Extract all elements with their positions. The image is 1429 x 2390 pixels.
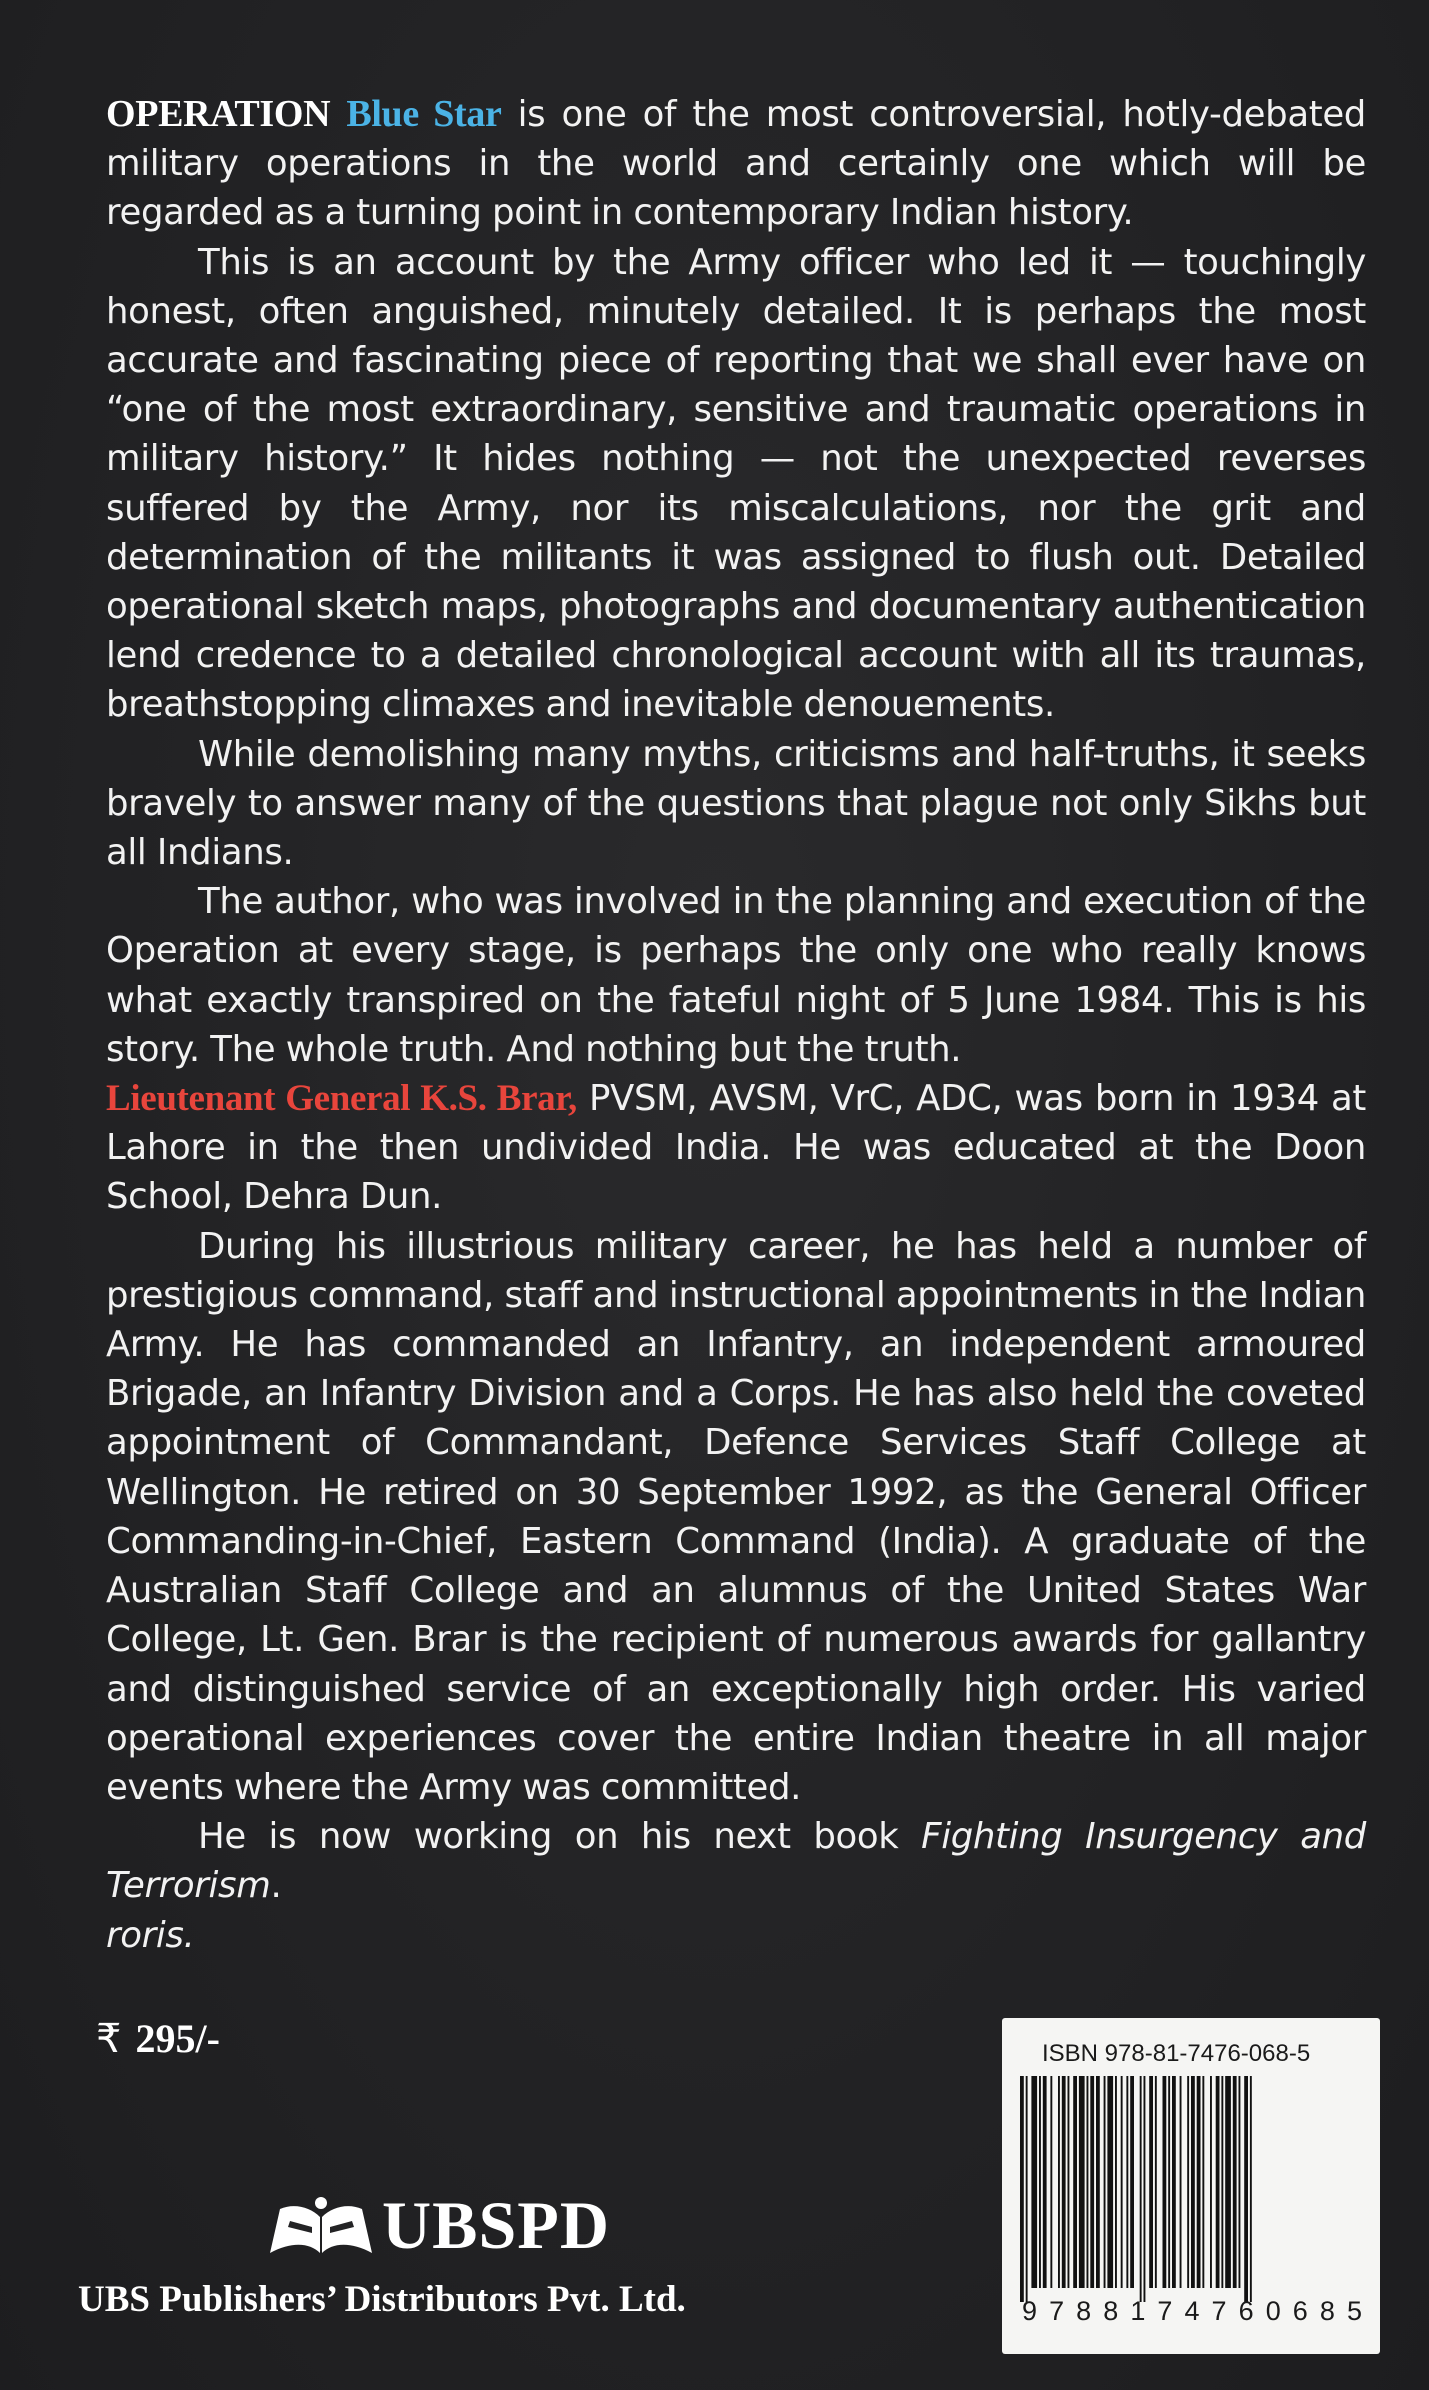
publisher-logo-text: UBSPD (382, 2187, 610, 2263)
barcode-bar (1107, 2076, 1113, 2288)
barcode-bar (1210, 2076, 1212, 2288)
barcode-bar (1149, 2076, 1153, 2288)
barcode-bar (1244, 2076, 1248, 2302)
blurb-text (106, 90, 1366, 1960)
barcode-bar (1233, 2076, 1237, 2288)
barcode-bar (1202, 2076, 1204, 2288)
barcode-bars (1014, 2076, 1368, 2306)
barcode-digit: 7 (1211, 2296, 1227, 2326)
barcode-bar (1121, 2076, 1123, 2288)
barcode-digit: 8 (1103, 2296, 1119, 2326)
barcode-bar (1068, 2076, 1070, 2288)
author-name: Lieutenant General K.S. Brar, (106, 1078, 577, 1120)
rupee-icon: ₹ (96, 2016, 122, 2062)
barcode-bar (1250, 2076, 1252, 2302)
barcode-bar (1144, 2076, 1146, 2302)
barcode-bar (1239, 2076, 1241, 2288)
barcode-digit: 0 (1265, 2296, 1281, 2326)
barcode-bar (1026, 2076, 1028, 2302)
author-next-book (106, 1812, 1366, 1910)
barcode-digit: 8 (1076, 2296, 1092, 2326)
stray-text: roris. (106, 1914, 195, 1956)
blurb-paragraph-1 (106, 90, 1366, 238)
barcode-digit: 6 (1292, 2296, 1308, 2326)
publisher-logo (266, 2186, 610, 2265)
blurb-paragraph-4: The author, who was involved in the planning and execution of the Operation at every stage, is perhaps the only one who really knows what exactly transpired on the fateful night of 5 June 1984. This is his story. The whole truth. And nothing but the truth. (106, 881, 1366, 1070)
open-book-icon (266, 2195, 376, 2257)
barcode-bar (1020, 2076, 1024, 2302)
barcode-bar (1168, 2076, 1170, 2288)
barcode-digit: 1 (1130, 2296, 1146, 2326)
barcode-bar (1031, 2076, 1037, 2288)
barcode-bar (1062, 2076, 1066, 2288)
author-intro (106, 1074, 1366, 1222)
next-book-title: Fighting Insurgency and Terrorism (106, 1816, 1366, 1907)
barcode-digit: 8 (1319, 2296, 1335, 2326)
barcode-bar (1073, 2076, 1077, 2288)
barcode-bar (1187, 2076, 1189, 2288)
barcode-bar (1130, 2076, 1134, 2288)
next-book-end: . (270, 1865, 282, 1907)
barcode-digit: 5 (1346, 2296, 1362, 2326)
barcode-bar (1104, 2076, 1106, 2288)
barcode-digit: 7 (1157, 2296, 1173, 2326)
barcode-bar (1225, 2076, 1231, 2288)
barcode-bar (1221, 2076, 1223, 2288)
barcode-digit: 6 (1238, 2296, 1254, 2326)
barcode-digits (1022, 2296, 1362, 2327)
barcode-bar (1126, 2076, 1128, 2288)
blurb-paragraph-1-rest: is one of the most controversial, hotly-debated military operations in the world and certainly one which will be regarded as a turning point in contemporary Indian history. (106, 94, 1366, 234)
barcode-bar (1039, 2076, 1041, 2288)
barcode-bar (1172, 2076, 1176, 2288)
barcode-bar (1058, 2076, 1060, 2288)
barcode-digit: 7 (1049, 2296, 1065, 2326)
publisher-name: UBS Publishers’ Distributors Pvt. Ltd. (78, 2279, 686, 2320)
blurb-paragraph-3: While demolishing many myths, criticisms and half-truths, it seeks bravely to answer many of the questions that plague not only Sikhs but all Indians. (106, 733, 1366, 874)
blue-star-highlight: Blue Star (346, 93, 502, 135)
isbn-barcode (1002, 2018, 1380, 2354)
barcode-bar (1155, 2076, 1157, 2288)
barcode-bar (1090, 2076, 1094, 2288)
barcode-bar (1115, 2076, 1117, 2288)
barcode-bar (1191, 2076, 1195, 2288)
barcode-bar (1140, 2076, 1142, 2302)
barcode-bar (1197, 2076, 1201, 2288)
barcode-bar (1180, 2076, 1182, 2288)
price-amount: 295/- (135, 2016, 220, 2061)
barcode-bar (1050, 2076, 1052, 2288)
barcode-digit: 4 (1184, 2296, 1200, 2326)
isbn-label: ISBN 978-81-7476-068-5 (1042, 2040, 1311, 2067)
barcode-bar (1216, 2076, 1220, 2288)
barcode-bar (1163, 2076, 1167, 2288)
barcode-digit: 9 (1022, 2296, 1038, 2326)
author-intro-rest: PVSM, AVSM, VrC, ADC, was born in 1934 at Lahore in the then undivided India. He was educated at the Doon School, Dehra Dun. (106, 1078, 1367, 1218)
author-career: During his illustrious military career, he has held a number of prestigious command, staff and instructional appointments in the Indian Army. He has commanded an Infantry, an independent armoured Brigade, an Infantry Division and a Corps. He has also held the coveted appointment of Commandant, Defence Services Staff College at Wellington. He retired on 30 September 1992, as the General Officer Commanding-in-Chief, Eastern Command (India). A graduate of the Australian Staff College and an alumnus of the United States War College, Lt. Gen. Brar is the recipient of numerous awards for gallantry and distinguished service of an exceptionally high order. His varied operational experiences cover the entire Indian theatre in all major events where the Army was committed. (106, 1225, 1366, 1808)
barcode-bar (1079, 2076, 1085, 2288)
blurb-paragraph-2: This is an account by the Army officer who led it — touchingly honest, often anguished, minutely detailed. It is perhaps the most accurate and fascinating piece of reporting that we shall ever have on “one of the most extraordinary, sensitive and traumatic operations in military history.” It hides nothing — not the unexpected reverses suffered by the Army, nor its miscalculations, nor the grit and determination of the militants it was assigned to flush out. Detailed operational sketch maps, photographs and documentary authentication lend credence to a detailed chronological account with all its traumas, breathstopping climaxes and inevitable denouements. (106, 241, 1366, 726)
next-book-lead: He is now working on his next book (198, 1816, 922, 1858)
barcode-bar (1096, 2076, 1100, 2288)
barcode-bar (1087, 2076, 1089, 2288)
operation-word: OPERATION (106, 93, 331, 135)
barcode-bar (1043, 2076, 1047, 2288)
price-tag (96, 2015, 220, 2062)
